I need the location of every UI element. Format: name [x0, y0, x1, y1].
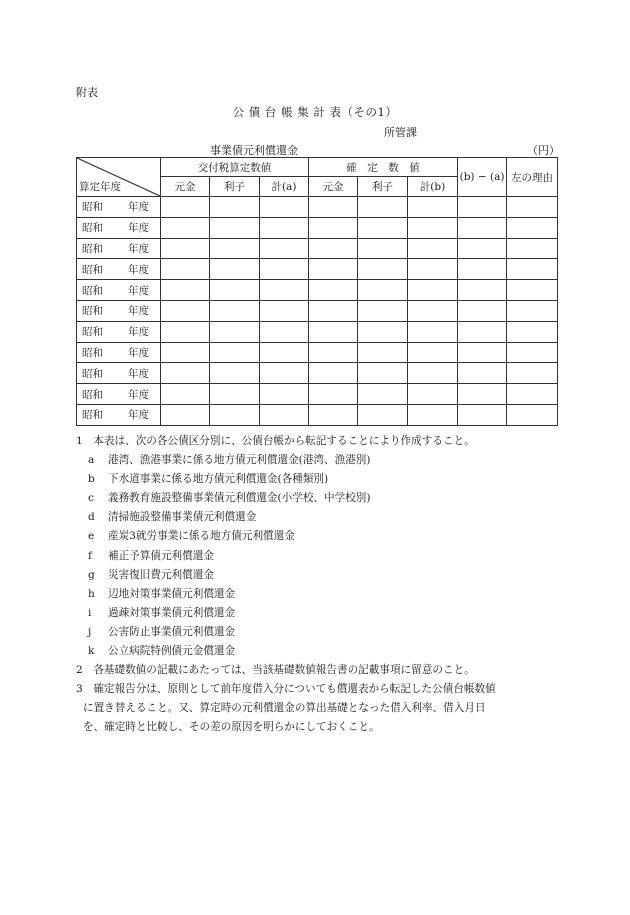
data-cell [408, 280, 458, 301]
note-item [76, 489, 566, 508]
era-label: 昭和 [82, 305, 103, 318]
note-item-letter: e [88, 530, 95, 543]
data-cell [210, 197, 260, 218]
unit-label: （円） [527, 144, 560, 157]
table-row [77, 342, 558, 363]
note-item-letter: f [88, 549, 92, 562]
data-cell [260, 363, 309, 384]
data-cell [260, 197, 309, 218]
corner-header [77, 158, 161, 197]
era-label: 昭和 [82, 222, 103, 235]
year-suffix: 年度 [128, 367, 149, 380]
data-cell [161, 238, 210, 259]
data-cell [161, 300, 210, 321]
note-item-letter: h [88, 587, 95, 600]
era-label: 昭和 [82, 263, 103, 276]
data-cell [210, 384, 260, 405]
year-suffix: 年度 [128, 284, 149, 297]
year-cell [77, 404, 161, 425]
data-cell [309, 342, 358, 363]
data-cell [458, 363, 507, 384]
table-row [77, 259, 558, 280]
note-item-text: 補正予算債元利償還金 [108, 549, 214, 562]
data-cell [507, 217, 558, 238]
data-cell [260, 384, 309, 405]
data-cell [358, 280, 408, 301]
note-3-line-1: 3 確定報告分は、原則として前年度借入分についても償還表から転記した公債台帳数値 [76, 683, 496, 696]
data-cell [309, 404, 358, 425]
data-cell [309, 384, 358, 405]
note-item-text: 港湾、漁港事業に係る地方債元利償還金(港湾、漁港別) [108, 454, 371, 467]
note-item-text: 下水道事業に係る地方債元利償還金(各種類別) [108, 473, 329, 486]
note-item-letter: j [88, 625, 92, 638]
era-label: 昭和 [82, 409, 103, 422]
data-cell [210, 259, 260, 280]
data-cell [309, 197, 358, 218]
data-cell [161, 259, 210, 280]
data-cell [260, 321, 309, 342]
table-row [77, 280, 558, 301]
data-cell [210, 404, 260, 425]
note-item-text: 産炭3就労事業に係る地方債元利償還金 [108, 530, 295, 543]
data-cell [309, 217, 358, 238]
subheader-total-b: 計(b) [408, 177, 458, 197]
era-label: 昭和 [82, 388, 103, 401]
year-cell [77, 363, 161, 384]
data-cell [210, 280, 260, 301]
year-suffix: 年度 [128, 201, 149, 214]
era-label: 昭和 [82, 346, 103, 359]
note-3-line-2: に置き替えること。又、算定時の元利償還金の算出基礎となった借入利率、借入月日 [83, 702, 486, 715]
era-label: 昭和 [82, 201, 103, 214]
year-suffix: 年度 [128, 388, 149, 401]
year-cell [77, 321, 161, 342]
data-cell [408, 217, 458, 238]
data-cell [408, 404, 458, 425]
data-cell [161, 342, 210, 363]
data-cell [458, 300, 507, 321]
group-header-estimated: 交付税算定数値 [161, 158, 309, 177]
data-cell [210, 363, 260, 384]
year-cell [77, 384, 161, 405]
table-row [77, 197, 558, 218]
note-item-letter: k [88, 645, 95, 658]
subheader-principal-b: 元金 [309, 177, 358, 197]
data-cell [458, 280, 507, 301]
data-cell [408, 259, 458, 280]
data-cell [260, 404, 309, 425]
note-item [76, 604, 566, 623]
data-cell [507, 259, 558, 280]
data-cell [260, 280, 309, 301]
data-cell [408, 300, 458, 321]
note-item [76, 585, 566, 604]
table-row [77, 238, 558, 259]
data-cell [161, 321, 210, 342]
data-cell [309, 321, 358, 342]
data-cell [309, 363, 358, 384]
data-cell [260, 300, 309, 321]
table-row [77, 217, 558, 238]
note-item [76, 451, 566, 470]
era-label: 昭和 [82, 367, 103, 380]
note-item-letter: d [88, 511, 95, 524]
group-header-confirmed: 確 定 数 値 [309, 158, 458, 177]
note-item-letter: g [88, 568, 95, 581]
note-2: 2 各基礎数値の記載にあたっては、当該基礎数値報告書の記載事項に留意のこと。 [76, 664, 475, 677]
year-suffix: 年度 [128, 346, 149, 359]
note-item-text: 公立病院特例債元金償還金 [108, 645, 236, 658]
note-item-text: 過疎対策事業債元利償還金 [108, 606, 236, 619]
year-cell [77, 259, 161, 280]
data-cell [507, 197, 558, 218]
year-cell [77, 238, 161, 259]
table-row [77, 321, 558, 342]
data-cell [408, 238, 458, 259]
data-cell [358, 384, 408, 405]
note-1: 1 本表は、次の各公債区分別に、公債台帳から転記することにより作成すること。 [76, 435, 475, 447]
ledger-table [76, 157, 558, 426]
note-item-text: 辺地対策事業債元利償還金 [108, 587, 236, 600]
data-cell [408, 384, 458, 405]
note-item-letter: b [88, 473, 95, 486]
data-cell [161, 363, 210, 384]
note-item [76, 547, 566, 566]
note-item [76, 623, 566, 642]
data-cell [408, 197, 458, 218]
data-cell [161, 197, 210, 218]
data-cell [210, 300, 260, 321]
note-item-letter: i [88, 606, 92, 619]
year-cell [77, 217, 161, 238]
data-cell [458, 259, 507, 280]
note-3-line-3: を、確定時と比較し、その差の原因を明らかにしておくこと。 [83, 721, 380, 734]
data-cell [358, 238, 408, 259]
table-row [77, 363, 558, 384]
page-title: 公 債 台 帳 集 計 表（その1） [232, 105, 398, 119]
reason-header: 左の理由 [507, 158, 558, 197]
data-cell [309, 300, 358, 321]
data-cell [507, 363, 558, 384]
data-cell [358, 404, 408, 425]
table-row [77, 404, 558, 425]
data-cell [507, 321, 558, 342]
data-cell [309, 259, 358, 280]
table-row [77, 300, 558, 321]
subheader-total-a: 計(a) [260, 177, 309, 197]
year-suffix: 年度 [128, 263, 149, 276]
data-cell [507, 404, 558, 425]
data-cell [458, 217, 507, 238]
data-cell [358, 363, 408, 384]
note-item [76, 566, 566, 585]
data-cell [358, 259, 408, 280]
data-cell [161, 217, 210, 238]
data-cell [458, 197, 507, 218]
data-cell [507, 384, 558, 405]
year-suffix: 年度 [128, 242, 149, 255]
data-cell [161, 384, 210, 405]
data-cell [210, 238, 260, 259]
data-cell [358, 197, 408, 218]
data-cell [210, 321, 260, 342]
note-item [76, 470, 566, 489]
subheader-interest-b: 利子 [358, 177, 408, 197]
data-cell [260, 217, 309, 238]
data-cell [161, 280, 210, 301]
department-label: 所管課 [384, 126, 417, 139]
note-item-text: 公害防止事業債元利償還金 [108, 625, 236, 638]
corner-label: 算定年度 [79, 181, 121, 193]
data-cell [458, 238, 507, 259]
subheader-principal-a: 元金 [161, 177, 210, 197]
data-cell [507, 280, 558, 301]
data-cell [161, 404, 210, 425]
data-cell [458, 342, 507, 363]
subheader-interest-a: 利子 [210, 177, 260, 197]
data-cell [210, 217, 260, 238]
note-item [76, 642, 566, 661]
note-item-text: 清掃施設整備事業債元利償還金 [108, 511, 257, 524]
notes-section [76, 432, 566, 738]
data-cell [358, 342, 408, 363]
data-cell [408, 363, 458, 384]
data-cell [358, 217, 408, 238]
note-item [76, 527, 566, 546]
data-cell [408, 342, 458, 363]
note-item-letter: c [88, 492, 94, 505]
era-label: 昭和 [82, 242, 103, 255]
data-cell [458, 384, 507, 405]
data-cell [458, 404, 507, 425]
data-cell [309, 280, 358, 301]
year-suffix: 年度 [128, 326, 149, 339]
data-cell [358, 321, 408, 342]
data-cell [358, 300, 408, 321]
data-cell [507, 238, 558, 259]
data-cell [210, 342, 260, 363]
year-cell [77, 300, 161, 321]
era-label: 昭和 [82, 284, 103, 297]
year-cell [77, 342, 161, 363]
note-item-text: 災害復旧費元利償還金 [108, 568, 214, 581]
data-cell [408, 321, 458, 342]
year-suffix: 年度 [128, 305, 149, 318]
note-item-letter: a [88, 454, 95, 467]
note-item-text: 義務教育施設整備事業債元利償還金(小学校、中学校別) [108, 492, 371, 505]
table-row [77, 384, 558, 405]
year-cell [77, 197, 161, 218]
diff-header: (b) − (a) [458, 158, 507, 197]
data-cell [507, 342, 558, 363]
note-item [76, 508, 566, 527]
year-cell [77, 280, 161, 301]
year-suffix: 年度 [128, 409, 149, 422]
data-cell [507, 300, 558, 321]
appendix-label: 附表 [76, 86, 98, 99]
era-label: 昭和 [82, 326, 103, 339]
data-cell [260, 342, 309, 363]
table-subtitle: 事業債元利償還金 [210, 144, 298, 157]
data-cell [458, 321, 507, 342]
data-cell [260, 259, 309, 280]
year-suffix: 年度 [128, 222, 149, 235]
data-cell [260, 238, 309, 259]
data-cell [309, 238, 358, 259]
